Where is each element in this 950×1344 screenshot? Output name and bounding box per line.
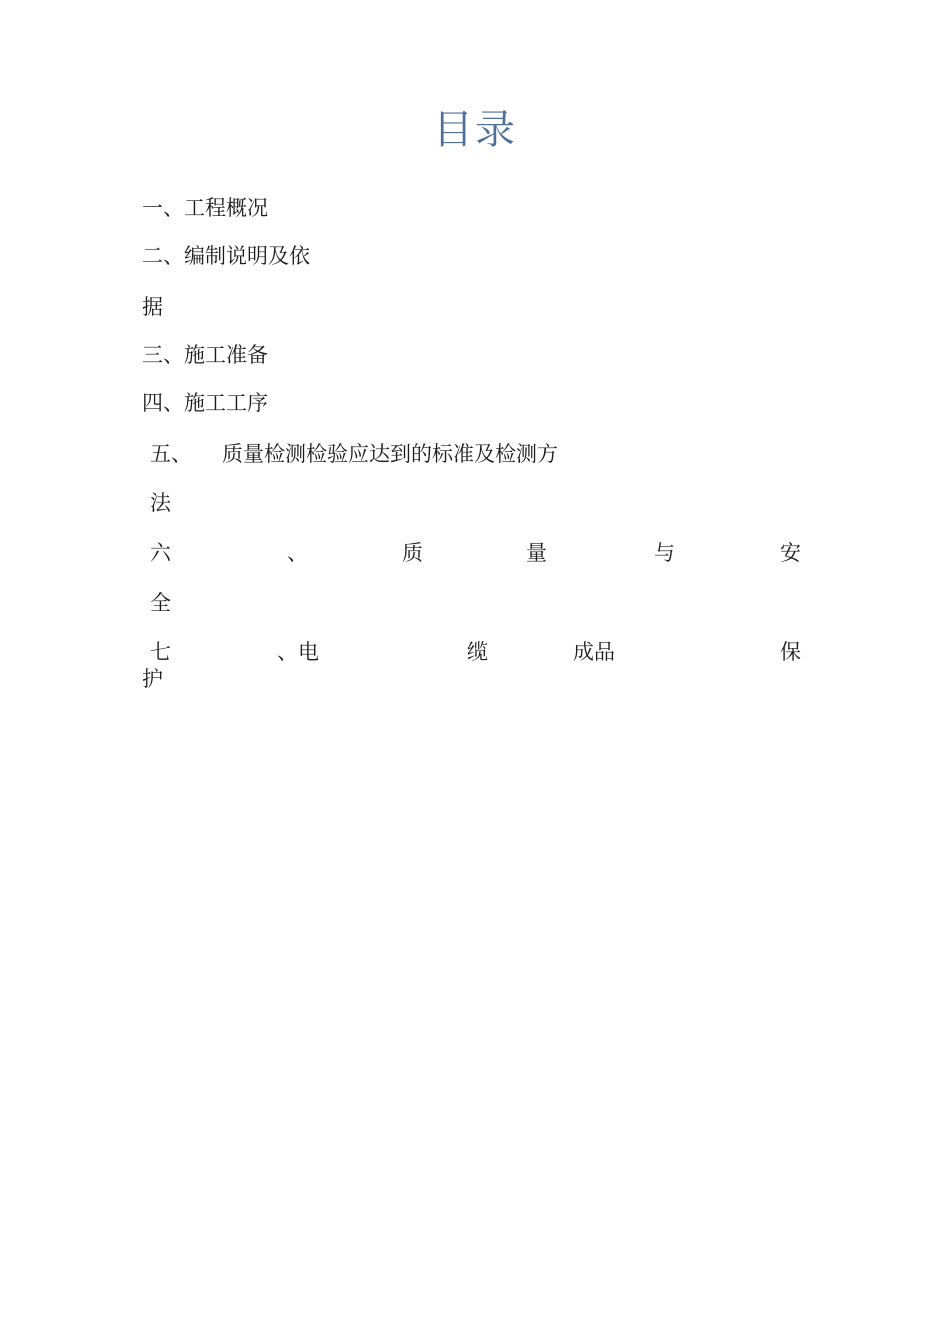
toc-entry-7-part: 保	[780, 640, 801, 664]
toc-entry-7	[0, 638, 950, 666]
toc-title: 目录	[433, 107, 517, 153]
toc-entry-6-continued: 全	[150, 591, 171, 615]
toc-entry-7-continued: 护	[142, 667, 163, 691]
toc-entry-2-continued: 据	[142, 295, 163, 319]
toc-entry-7-part: 成品	[573, 640, 615, 664]
toc-entry-5-number: 五、	[150, 442, 192, 466]
toc-entry-4: 四、施工工序	[142, 391, 268, 415]
toc-entry-6-part: 量	[526, 541, 547, 565]
toc-entry-3: 三、施工准备	[142, 343, 268, 367]
toc-entry-6-part: 、	[287, 541, 308, 565]
toc-entry-5-continued: 法	[150, 491, 171, 515]
toc-entry-6	[0, 539, 950, 567]
toc-entry-7-part: 、电	[277, 640, 319, 664]
toc-entry-6-part: 六	[150, 541, 171, 565]
toc-entry-7-part: 七	[150, 640, 171, 664]
toc-entry-5: 质量检测检验应达到的标准及检测方	[222, 442, 558, 466]
toc-entry-2: 二、编制说明及依	[142, 244, 310, 268]
toc-entry-6-part: 与	[654, 541, 675, 565]
toc-entry-6-part: 质	[402, 541, 423, 565]
toc-entry-1: 一、工程概况	[142, 196, 268, 220]
toc-entry-7-part: 缆	[467, 640, 488, 664]
toc-entry-6-part: 安	[780, 541, 801, 565]
